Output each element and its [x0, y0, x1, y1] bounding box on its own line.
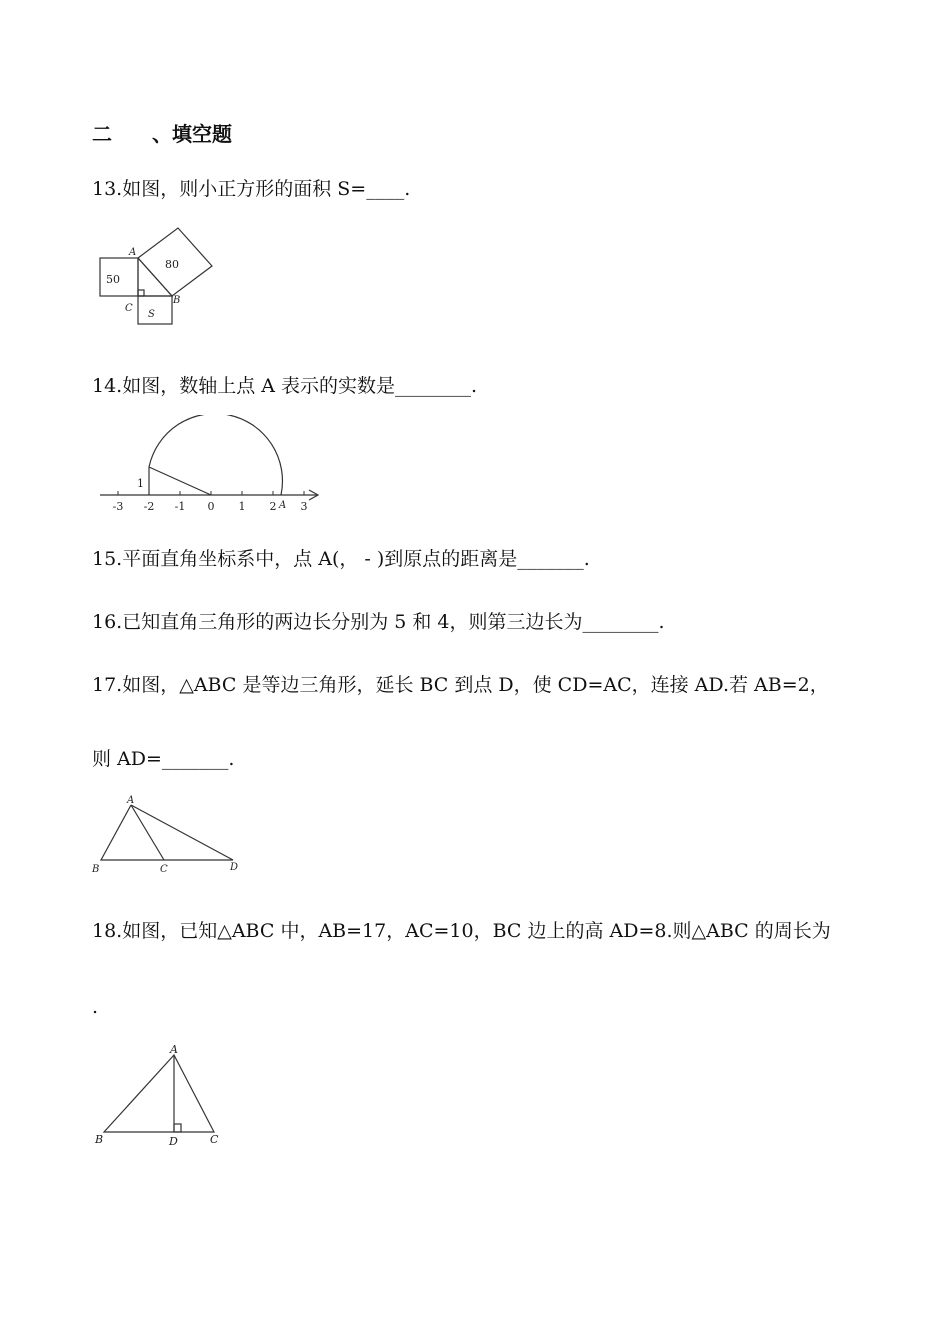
semicircle-arc	[149, 415, 282, 495]
label-d: D	[169, 1135, 178, 1148]
label-c: C	[160, 864, 168, 875]
label-b: B	[173, 295, 181, 306]
question-18-text-line2: .	[92, 996, 99, 1018]
right-angle-mark	[138, 290, 144, 296]
question-13-text: 13.如图，则小正方形的面积 S=____.	[92, 178, 411, 200]
label-a: A	[279, 500, 287, 511]
tick-label: 3	[300, 500, 308, 513]
triangle-abc	[104, 1055, 214, 1132]
tick-label: -2	[143, 500, 155, 513]
question-17-text: 17.如图，△ABC 是等边三角形，延长 BC 到点 D，使 CD=AC，连接 AD.若 AB=2，	[92, 674, 829, 696]
figure-14-number-line	[95, 415, 330, 515]
section-title: 二 、填空题	[92, 122, 232, 146]
tick-label: 2	[269, 500, 277, 513]
tick-label: -3	[112, 500, 124, 513]
label-c: C	[210, 1133, 219, 1146]
tick-marks	[118, 491, 304, 495]
question-17-text-line2: 则 AD=_______.	[92, 748, 235, 770]
triangle-abd	[101, 805, 233, 860]
label-c: C	[125, 303, 133, 314]
label-a: A	[170, 1043, 178, 1056]
tick-label: 0	[207, 500, 215, 513]
figure-18-triangle	[90, 1040, 230, 1150]
label-50: 50	[106, 273, 120, 286]
label-a: A	[129, 247, 137, 258]
label-s: S	[148, 309, 155, 320]
figure-13-squares	[92, 220, 222, 330]
label-1: 1	[137, 477, 144, 490]
hypotenuse-segment	[149, 467, 211, 495]
label-d: D	[230, 862, 239, 873]
figure-17-triangle	[90, 792, 250, 877]
label-80: 80	[165, 258, 179, 271]
question-18-text: 18.如图，已知△ABC 中，AB=17，AC=10，BC 边上的高 AD=8.则△ABC 的周长为	[92, 920, 831, 942]
label-b: B	[92, 864, 100, 875]
tick-label: 1	[238, 500, 246, 513]
square-s	[138, 296, 172, 324]
label-a: A	[127, 795, 135, 806]
question-15-text: 15.平面直角坐标系中，点 A(， - )到原点的距离是_______.	[92, 548, 590, 570]
right-angle-mark	[174, 1124, 181, 1132]
question-14-text: 14.如图，数轴上点 A 表示的实数是________.	[92, 375, 478, 397]
tick-label: -1	[174, 500, 186, 513]
label-b: B	[95, 1133, 104, 1146]
question-16-text: 16.已知直角三角形的两边长分别为 5 和 4，则第三边长为________.	[92, 611, 665, 633]
